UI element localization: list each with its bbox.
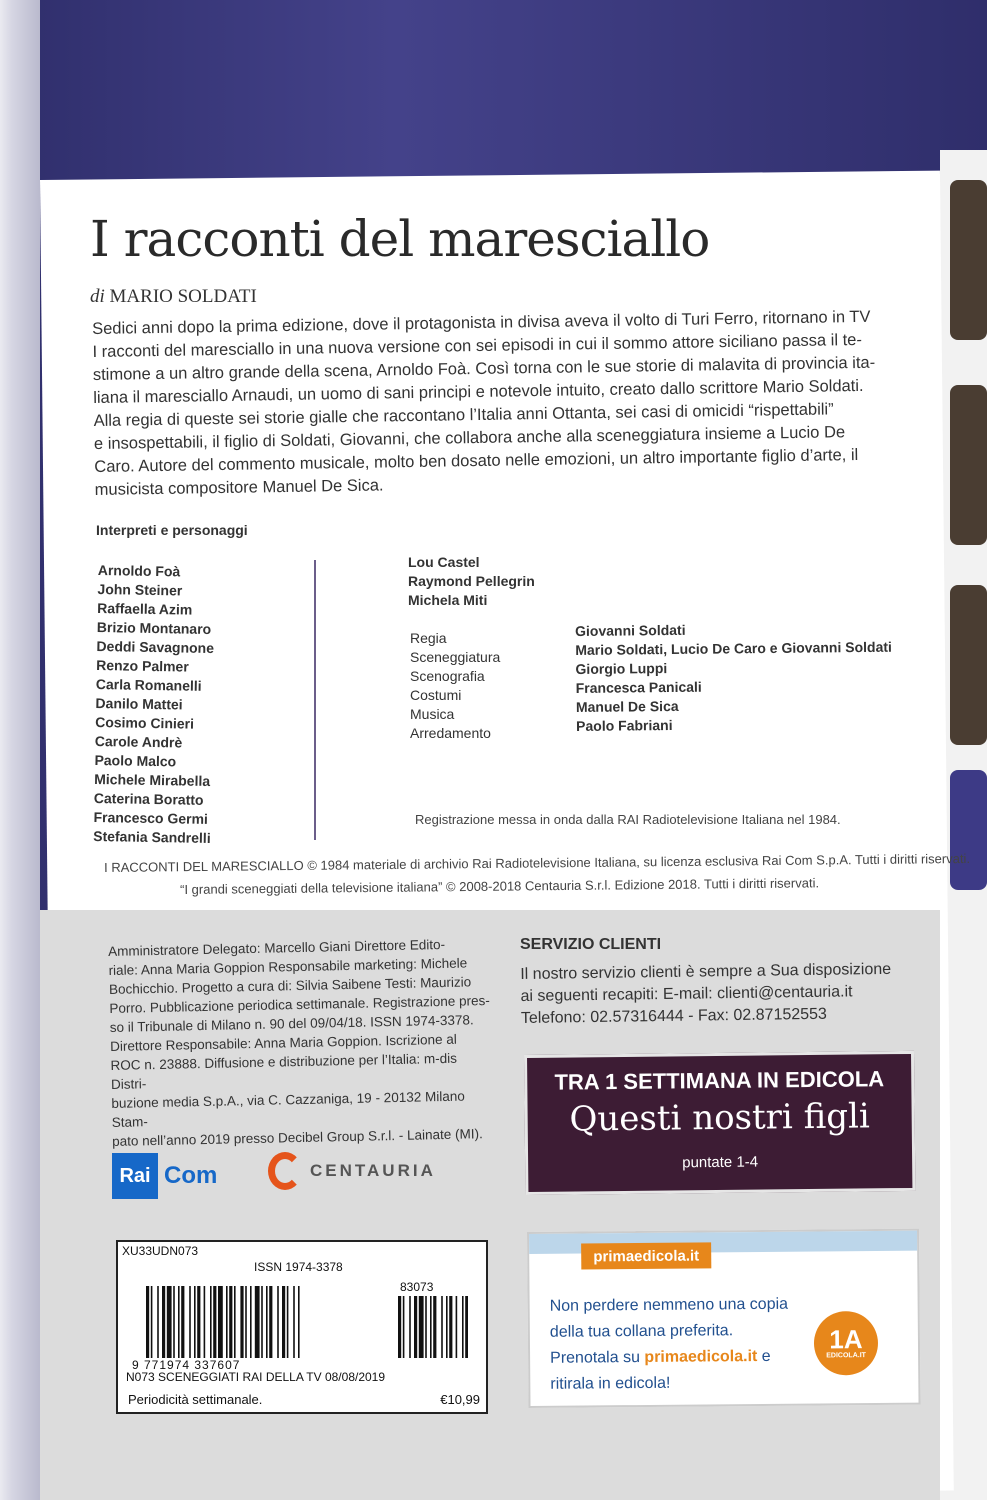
cast-member: Deddi Savagnone [96, 637, 215, 657]
crew-names [575, 619, 893, 736]
barcode-issue-line: N073 SCENEGGIATI RAI DELLA TV 08/08/2019 [126, 1370, 386, 1384]
cast-list-2 [408, 553, 535, 610]
raicom-logo [112, 1153, 217, 1199]
publisher-credits [108, 934, 494, 1151]
primaedicola-ad [527, 1229, 921, 1408]
barcode-digits: 9 771974 337607 [132, 1358, 241, 1372]
crew-name: Paolo Fabriani [576, 716, 673, 734]
cast-member: Cosimo Cinieri [95, 713, 195, 732]
service-line: Il nostro servizio clienti è sempre a Sua disposizione [520, 960, 892, 983]
synopsis-line: I racconti del maresciallo in una nuova versione con sei episodi in cui il sommo attore siciliano passa il te- [92, 330, 863, 361]
crew-role: Costumi [410, 687, 462, 703]
next-issue-top: TRA 1 SETTIMANA IN EDICOLA [554, 1066, 885, 1095]
cast-member: Danilo Mattei [95, 694, 183, 713]
credits-line: Amministratore Delegato: Marcello Giani Direttore Edito- [108, 936, 446, 959]
credits-line: so il Tribunale di Milano n. 90 del 09/04/18. ISSN 1974-3378. [109, 1012, 474, 1035]
cast-member: Raffaella Azim [97, 599, 193, 618]
copyright-line: “I grandi sceneggiati della televisione italiana” © 2008-2018 Centauria S.r.l. Edizione 2018. Tutti i diritti riservati. [180, 875, 820, 897]
badge-subtext: EDICOLA.IT [826, 1351, 866, 1359]
service-text [520, 949, 901, 1030]
barcode-label [116, 1240, 488, 1414]
crew-name: Manuel De Sica [575, 697, 679, 715]
crew-name: Mario Soldati, Lucio De Caro e Giovanni Soldati [575, 638, 892, 658]
ad-line [550, 1343, 820, 1371]
synopsis-line: stimone a un altro grande della scena, Arnoldo Foà. Così torna con le sue storie di malavita di provincia ita- [92, 353, 876, 384]
cast-list [93, 561, 215, 848]
synopsis-line: musicista compositore Manuel De Sica. [94, 476, 384, 499]
side-thumbnail [950, 585, 987, 745]
barcode-code: XU33UDN073 [122, 1244, 199, 1258]
author-prefix: di [90, 286, 105, 307]
synopsis-line: Sedici anni dopo la prima edizione, dove il protagonista in divisa aveva il volto di Turi Ferro, ritornano in TV [92, 307, 871, 338]
crew-name: Giovanni Soldati [575, 621, 686, 639]
synopsis-line: e insospettabili, il figlio di Soldati, Giovanni, che collabora anche alla sceneggiatura insieme a Lucio De [93, 423, 846, 453]
barcode-bars [146, 1286, 468, 1358]
barcode-issn: ISSN 1974-3378 [254, 1260, 343, 1274]
credits-line: riale: Anna Maria Goppion Responsabile marketing: Michele [108, 955, 468, 978]
cast-member: Raymond Pellegrin [408, 573, 535, 589]
credits-line: ROC n. 23888. Diffusione e distribuzione per l’Italia: m-dis Distri- [110, 1050, 458, 1092]
cast-member: Michela Miti [408, 592, 488, 608]
credits-line: buzione media S.p.A., via C. Cazzaniga, 19 - 20132 Milano Stam- [111, 1088, 465, 1130]
primaedicola-badge [814, 1311, 879, 1376]
ad-text-part: Prenotala su [550, 1348, 645, 1367]
credits-line: pato nell’anno 2019 presso Decibel Group S.r.l. - Lainate (MI). [112, 1126, 483, 1149]
next-issue-episodes: puntate 1-4 [682, 1153, 759, 1172]
periodicity: Periodicità settimanale. [128, 1392, 263, 1407]
crew-role: Regia [410, 630, 447, 646]
cast-member: Stefania Sandrelli [93, 827, 211, 847]
cast-member: Renzo Palmer [96, 656, 189, 675]
service-line: Telefono: 02.57316444 - Fax: 02.87152553 [520, 1005, 828, 1027]
service-line: ai seguenti recapiti: E-mail: clienti@centauria.it [520, 983, 853, 1005]
crew-name: Giorgio Luppi [575, 660, 668, 677]
registration-note: Registrazione messa in onda dalla RAI Radiotelevisione Italiana nel 1984. [415, 812, 841, 827]
side-thumbnail [950, 770, 987, 890]
ad-line: ritirala in edicola! [550, 1374, 671, 1393]
next-issue-box [524, 1051, 915, 1195]
cast-member: Michele Mirabella [94, 770, 211, 789]
side-thumbnail [950, 385, 987, 545]
service-title: SERVIZIO CLIENTI [520, 936, 662, 953]
crew-role: Arredamento [410, 725, 491, 741]
ad-text-part: e [757, 1347, 771, 1365]
cast-member: Brizio Montanaro [96, 618, 212, 637]
copyright-line: I RACCONTI DEL MARESCIALLO © 1984 materiale di archivio Rai Radiotelevisione Italiana, su licenza esclusiva Rai Com S.p.A. Tutti i diritti riservati. [104, 850, 971, 875]
centauria-logo [268, 1152, 436, 1190]
ad-text [550, 1291, 821, 1397]
cast-member: Lou Castel [408, 554, 480, 570]
synopsis-line: liana il maresciallo Arnaudi, un uomo di sani principi e notevole intuito, creato dallo scrittore Mario Soldati. [93, 376, 864, 407]
badge-text: 1A [829, 1323, 863, 1354]
centauria-logo-text: CENTAURIA [310, 1161, 436, 1180]
synopsis [92, 305, 895, 502]
crew-role: Sceneggiatura [410, 649, 501, 665]
crew-roles [410, 629, 500, 743]
side-thumbnail [950, 180, 987, 340]
credits-line: Porro. Pubblicazione periodica settimanale. Registrazione pres- [109, 993, 490, 1016]
cast-member: John Steiner [97, 580, 183, 599]
credits-line: Bochicchio. Progetto a cura di: Silvia Saibene Testi: Maurizio [108, 974, 472, 997]
primaedicola-tag: primaedicola.it [581, 1242, 711, 1269]
cast-member: Caterina Boratto [93, 789, 204, 808]
ad-line: Non perdere nemmeno una copia [549, 1295, 789, 1315]
crew-role: Musica [410, 706, 455, 722]
cast-heading: Interpreti e personaggi [96, 522, 248, 538]
crew-role: Scenografia [410, 668, 485, 684]
credits-line: Direttore Responsabile: Anna Maria Goppion. Iscrizione al [110, 1031, 457, 1054]
synopsis-line: Alla regia di queste sei storie gialle che raccontano l’Italia anni Ottanta, sei casi di omicidi “rispettabili” [93, 400, 834, 430]
ad-line: della tua collana preferita. [549, 1322, 734, 1341]
barcode-addon: 83073 [400, 1280, 434, 1294]
page-title: I racconti del maresciallo [90, 210, 710, 268]
author-name: MARIO SOLDATI [109, 286, 257, 307]
next-issue-title: Questi nostri figli [569, 1096, 871, 1140]
cast-member: Paolo Malco [94, 751, 177, 770]
cast-member: Francesco Germi [93, 808, 209, 827]
column-divider [314, 560, 316, 840]
ad-link: primaedicola.it [644, 1347, 758, 1366]
plastic-wrap-edge [0, 0, 40, 1500]
author-line [90, 286, 257, 308]
cast-member: Carla Romanelli [95, 675, 202, 694]
crew-name: Francesca Panicali [575, 678, 702, 696]
synopsis-line: Caro. Autore del commento musicale, molto ben dosato nelle emozioni, un altro importante figlio d’arte, il [94, 445, 859, 476]
cast-member: Carole Andrè [94, 732, 183, 751]
centauria-c-icon [268, 1152, 302, 1190]
cast-member: Arnoldo Foà [97, 561, 181, 580]
rai-logo-mark: Rai [112, 1153, 158, 1199]
com-logo-text: Com [164, 1162, 218, 1189]
price: €10,99 [440, 1392, 480, 1407]
